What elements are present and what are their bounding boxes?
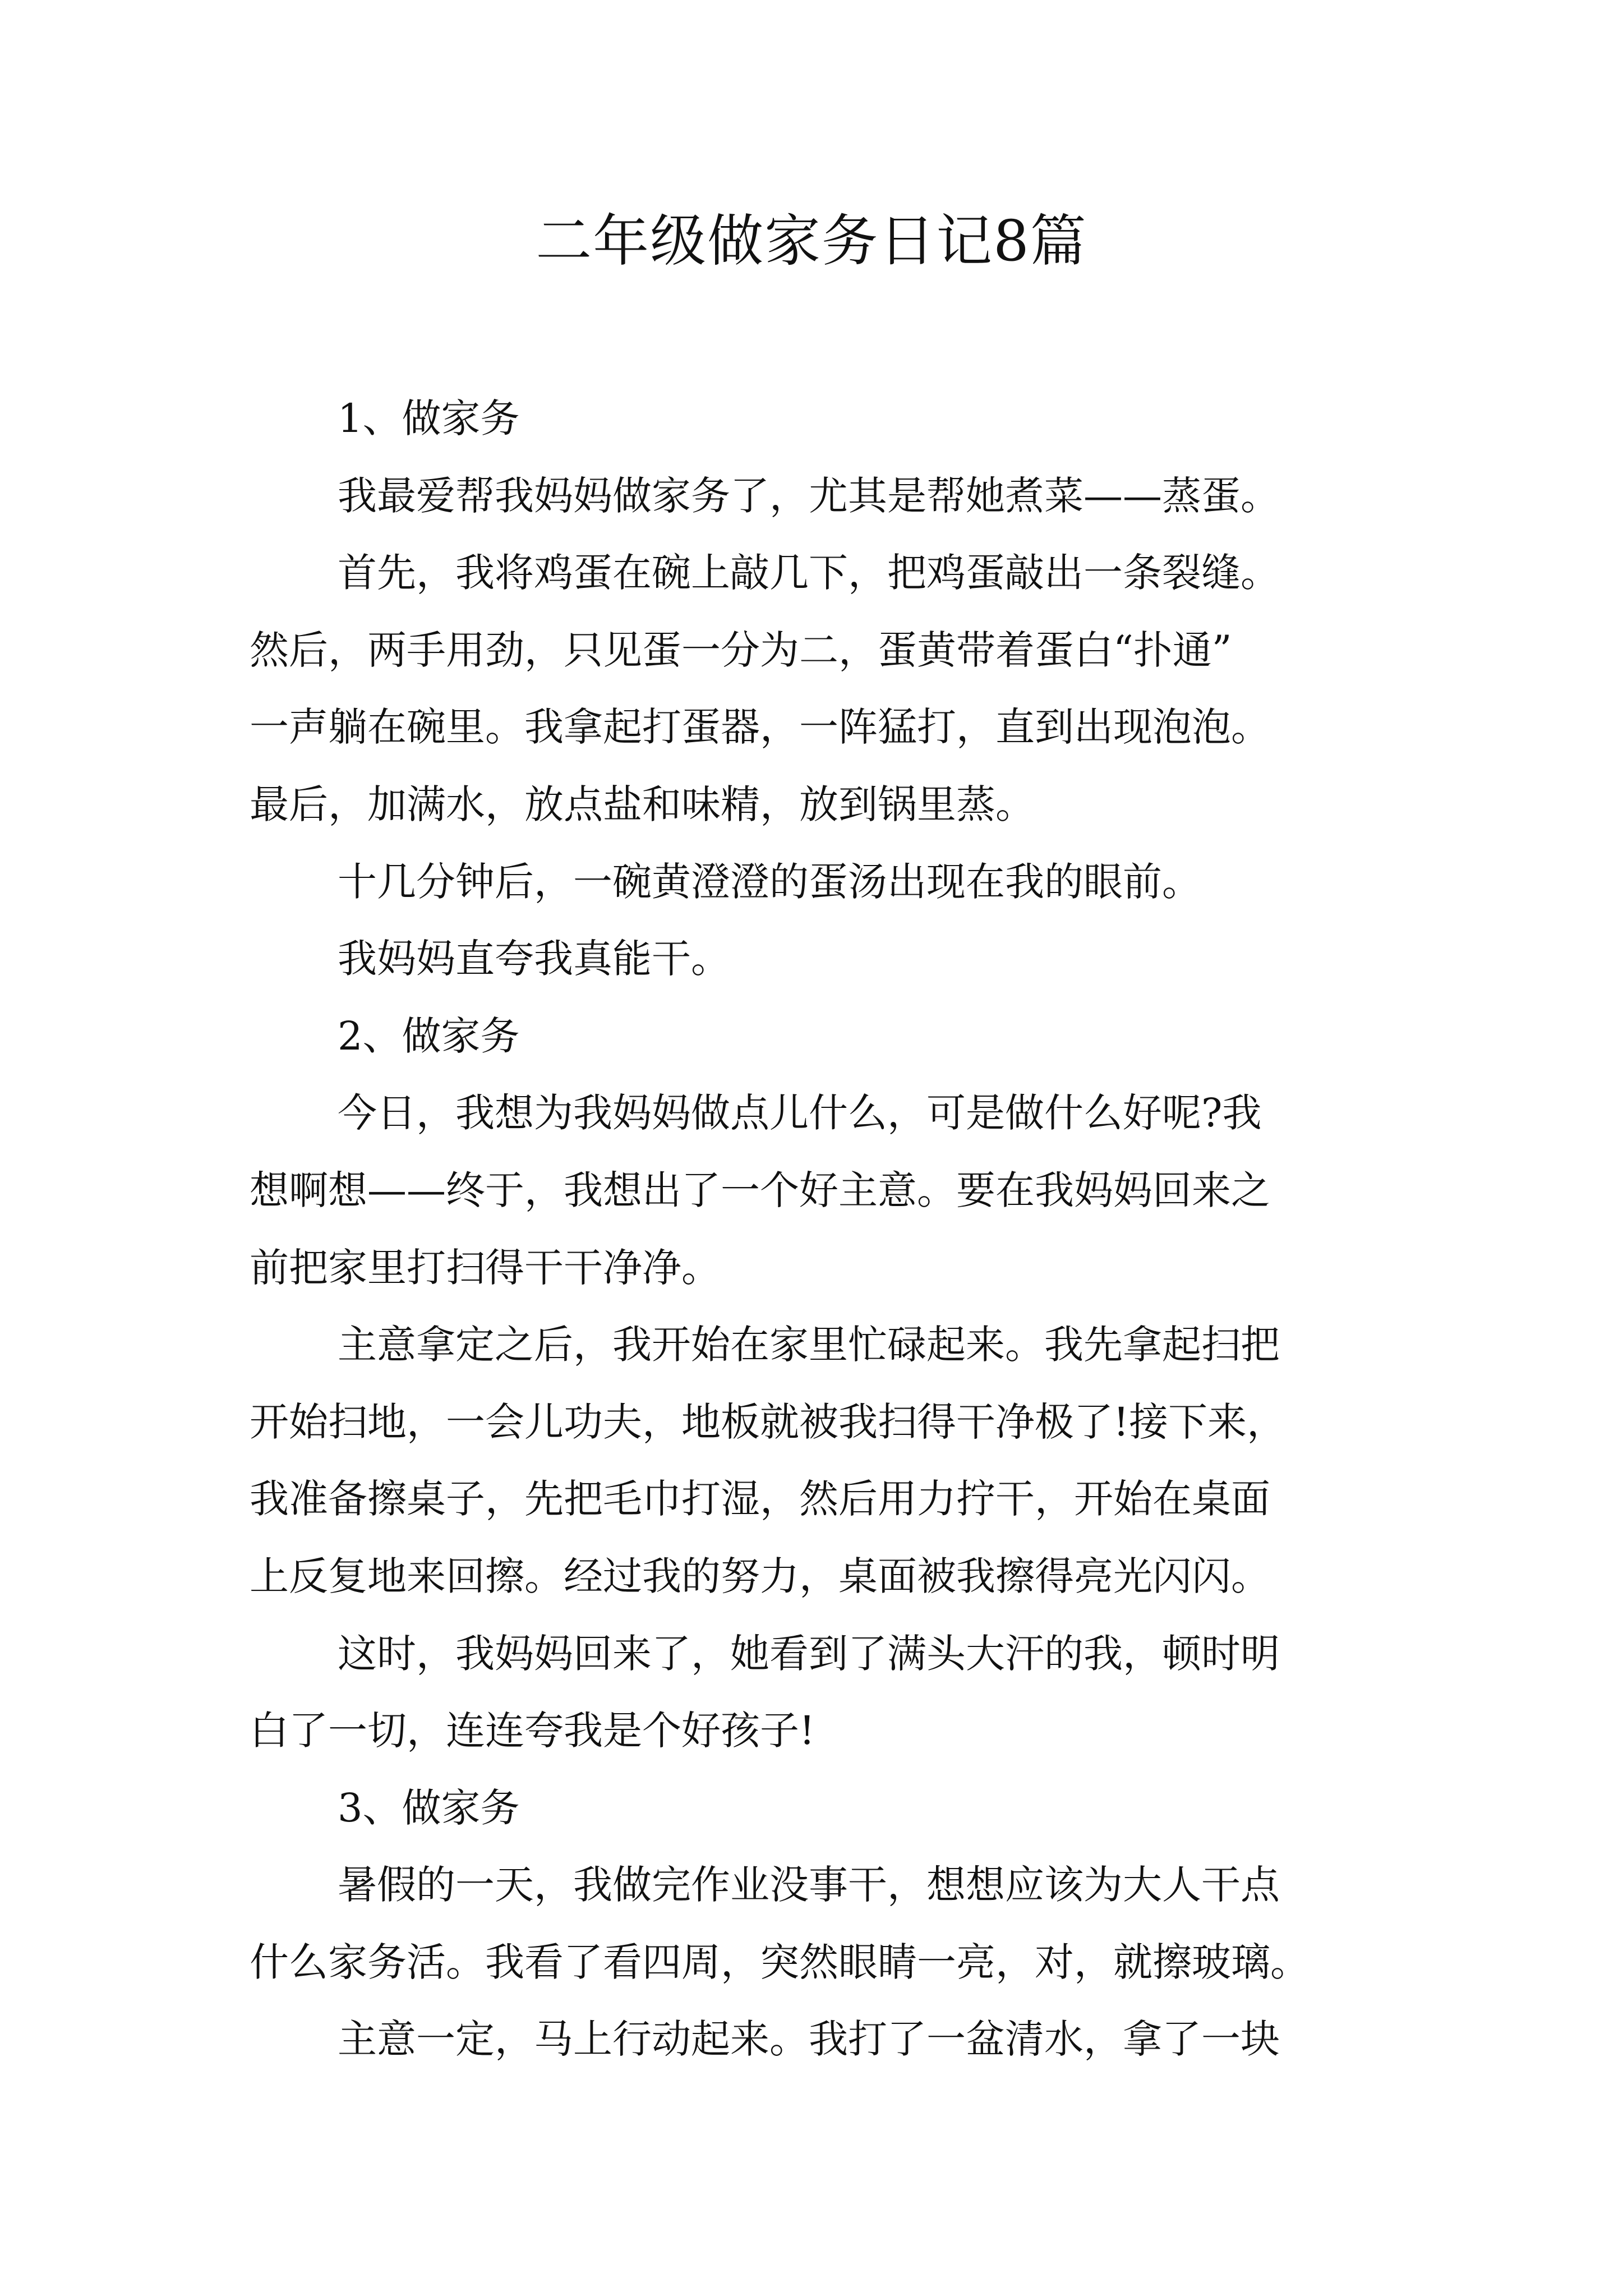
text-line: 最后，加满水，放点盐和味精，放到锅里蒸。 (250, 781, 1035, 827)
document-body (250, 380, 1405, 2078)
text-line: 3、做家务 (338, 1784, 520, 1831)
text-line: 上反复地来回擦。经过我的努力，桌面被我擦得亮光闪闪。 (250, 1553, 1270, 1599)
text-line: 我妈妈直夸我真能干。 (338, 936, 730, 982)
text-line: 十几分钟后，一碗黄澄澄的蛋汤出现在我的眼前。 (338, 858, 1201, 905)
text-line: 暑假的一天，我做完作业没事干，想想应该为大人干点 (338, 1862, 1280, 1908)
text-line: 什么家务活。我看了看四周，突然眼睛一亮，对，就擦玻璃。 (250, 1939, 1310, 1985)
text-line: 1、做家务 (338, 395, 520, 441)
text-line: 2、做家务 (338, 1013, 520, 1059)
text-line: 主意拿定之后，我开始在家里忙碌起来。我先拿起扫把 (338, 1322, 1280, 1368)
text-line: 我准备擦桌子，先把毛巾打湿，然后用力拧干，开始在桌面 (250, 1476, 1270, 1522)
text-line: 开始扫地，一会儿功夫，地板就被我扫得干净极了!接下来， (250, 1398, 1287, 1445)
text-line: 一声躺在碗里。我拿起打蛋器，一阵猛打，直到出现泡泡。 (250, 704, 1270, 751)
text-line: 白了一切，连连夸我是个好孩子! (250, 1708, 815, 1754)
text-line: 前把家里打扫得干干净净。 (250, 1244, 721, 1291)
text-line: 我最爱帮我妈妈做家务了，尤其是帮她煮菜——蒸蛋。 (338, 472, 1280, 519)
document-title: 二年级做家务日记8篇 (536, 208, 1087, 274)
text-line: 今日，我想为我妈妈做点儿什么，可是做什么好呢?我 (338, 1090, 1262, 1137)
text-line: 想啊想——终于，我想出了一个好主意。要在我妈妈回来之 (250, 1167, 1270, 1213)
text-line: 然后，两手用劲，只见蛋一分为二，蛋黄带着蛋白“扑通” (250, 627, 1232, 673)
text-line: 首先，我将鸡蛋在碗上敲几下，把鸡蛋敲出一条裂缝。 (338, 550, 1280, 596)
text-line: 主意一定，马上行动起来。我打了一盆清水，拿了一块 (338, 2016, 1280, 2063)
text-line: 这时，我妈妈回来了，她看到了满头大汗的我，顿时明 (338, 1630, 1280, 1677)
